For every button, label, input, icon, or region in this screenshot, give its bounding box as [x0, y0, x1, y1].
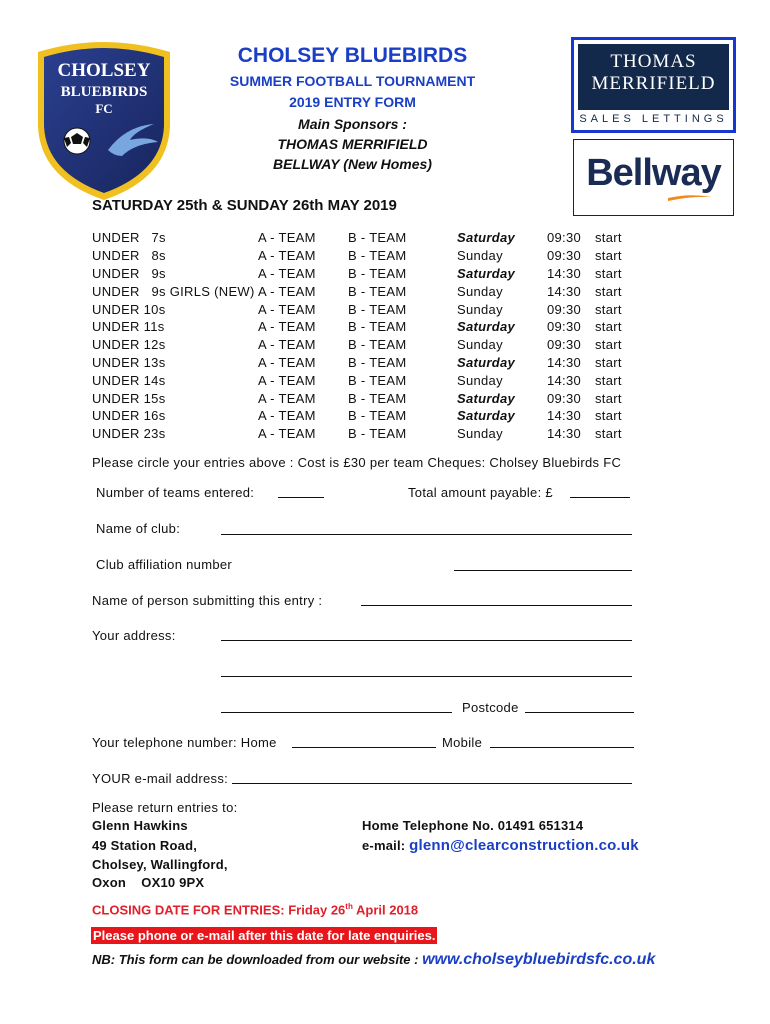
teams-entered-label: Number of teams entered:	[96, 485, 255, 500]
entry-start: start	[595, 354, 622, 370]
entry-age-group: UNDER 9s	[92, 265, 166, 281]
tournament-title: CHOLSEY BLUEBIRDS	[237, 44, 468, 67]
sponsors-label: Main Sponsors :	[298, 116, 407, 132]
closing-date	[92, 902, 418, 917]
address-field-line1[interactable]	[221, 629, 632, 641]
entry-a-team[interactable]: A - TEAM	[258, 390, 316, 406]
affiliation-field[interactable]	[454, 559, 632, 571]
entry-age-group: UNDER 7s	[92, 230, 166, 246]
entry-b-team[interactable]: B - TEAM	[348, 283, 407, 299]
affiliation-label: Club affiliation number	[96, 557, 233, 572]
return-home-phone: Home Telephone No. 01491 651314	[362, 818, 584, 833]
entry-start: start	[595, 283, 622, 299]
entry-row[interactable]	[92, 371, 635, 389]
club-name-label: Name of club:	[96, 521, 181, 536]
entry-a-team[interactable]: A - TEAM	[258, 265, 316, 281]
entry-row[interactable]	[92, 247, 635, 265]
entry-b-team[interactable]: B - TEAM	[348, 390, 407, 406]
address-label: Your address:	[92, 628, 176, 643]
crest-text-1: CHOLSEY	[57, 60, 151, 81]
club-crest-logo	[30, 38, 178, 203]
entry-row[interactable]	[92, 336, 635, 354]
entry-start: start	[595, 390, 622, 406]
entry-age-group: UNDER 15s	[92, 390, 166, 406]
entry-age-group: UNDER 12s	[92, 337, 166, 353]
return-address-line2: Cholsey, Wallingford,	[92, 857, 228, 872]
entry-instructions: Please circle your entries above : Cost is £30 per team Cheques: Cholsey Bluebirds FC	[92, 455, 622, 470]
entry-day: Saturday	[457, 354, 516, 370]
tournament-dates: SATURDAY 25th & SUNDAY 26th MAY 2019	[92, 197, 397, 214]
entry-b-team[interactable]: B - TEAM	[348, 337, 407, 353]
total-payable-field[interactable]	[570, 486, 630, 498]
entry-a-team[interactable]: A - TEAM	[258, 408, 316, 424]
entry-row[interactable]	[92, 318, 635, 336]
email-field[interactable]	[232, 772, 632, 784]
entry-time: 14:30	[547, 265, 582, 281]
entry-b-team[interactable]: B - TEAM	[348, 230, 407, 246]
teams-entered-field[interactable]	[278, 486, 324, 498]
website-link[interactable]: www.cholseybluebirdsfc.co.uk	[422, 951, 656, 968]
entry-start: start	[595, 230, 622, 246]
entry-age-group: UNDER 23s	[92, 426, 166, 442]
entry-b-team[interactable]: B - TEAM	[348, 319, 407, 335]
entry-a-team[interactable]: A - TEAM	[258, 337, 316, 353]
entry-a-team[interactable]: A - TEAM	[258, 283, 316, 299]
submitter-field[interactable]	[361, 594, 632, 606]
return-intro: Please return entries to:	[92, 800, 238, 815]
entry-time: 09:30	[547, 230, 582, 246]
entry-a-team[interactable]: A - TEAM	[258, 372, 316, 388]
tm-logo-line1: THOMAS	[610, 51, 697, 72]
sponsor-bellway: BELLWAY (New Homes)	[273, 156, 432, 172]
entry-time: 14:30	[547, 354, 582, 370]
crest-text-2: BLUEBIRDS	[60, 84, 148, 100]
entry-start: start	[595, 408, 622, 424]
return-address-line3: Oxon OX10 9PX	[92, 875, 205, 890]
entry-row[interactable]	[92, 229, 635, 247]
entry-start: start	[595, 248, 622, 264]
entry-start: start	[595, 337, 622, 353]
total-payable-label: Total amount payable: £	[408, 485, 553, 500]
entry-time: 14:30	[547, 426, 582, 442]
entry-row[interactable]	[92, 407, 635, 425]
return-name: Glenn Hawkins	[92, 818, 188, 833]
entry-start: start	[595, 319, 622, 335]
bellway-swoosh-icon	[668, 194, 712, 202]
mobile-field[interactable]	[490, 736, 634, 748]
entry-b-team[interactable]: B - TEAM	[348, 301, 407, 317]
entry-start: start	[595, 372, 622, 388]
entry-time: 14:30	[547, 408, 582, 424]
mobile-label: Mobile	[442, 735, 483, 750]
entry-time: 14:30	[547, 283, 582, 299]
closing-date-suffix: th	[345, 902, 353, 911]
bellway-logo	[573, 139, 734, 216]
entry-time: 09:30	[547, 337, 582, 353]
entry-row[interactable]	[92, 300, 635, 318]
entry-age-group: UNDER 11s	[92, 319, 165, 335]
return-email-link[interactable]: glenn@clearconstruction.co.uk	[409, 837, 639, 854]
entry-day: Sunday	[457, 372, 503, 388]
entry-a-team[interactable]: A - TEAM	[258, 248, 316, 264]
entry-a-team[interactable]: A - TEAM	[258, 319, 316, 335]
entry-b-team[interactable]: B - TEAM	[348, 354, 407, 370]
sponsor-thomas-merrifield: THOMAS MERRIFIELD	[277, 136, 428, 152]
address-field-line2[interactable]	[221, 665, 632, 677]
tm-logo-line2: MERRIFIELD	[591, 73, 716, 94]
late-enquiries-notice: Please phone or e-mail after this date for late enquiries.	[93, 928, 436, 943]
entry-age-group: UNDER 16s	[92, 408, 166, 424]
entry-row[interactable]	[92, 265, 635, 283]
postcode-label: Postcode	[462, 700, 519, 715]
entry-row[interactable]	[92, 354, 635, 372]
entry-day: Sunday	[457, 283, 503, 299]
phone-home-field[interactable]	[292, 736, 436, 748]
phone-home-label: Your telephone number: Home	[92, 735, 277, 750]
entry-day: Saturday	[457, 319, 516, 335]
entry-b-team[interactable]: B - TEAM	[348, 248, 407, 264]
entry-row[interactable]	[92, 389, 635, 407]
tournament-subtitle: SUMMER FOOTBALL TOURNAMENT	[229, 73, 476, 89]
entry-day: Sunday	[457, 337, 503, 353]
entry-a-team[interactable]: A - TEAM	[258, 354, 316, 370]
entry-a-team[interactable]: A - TEAM	[258, 230, 316, 246]
form-year-title: 2019 ENTRY FORM	[289, 94, 416, 110]
entry-day: Saturday	[457, 390, 516, 406]
entry-age-group: UNDER 14s	[92, 372, 166, 388]
entry-day: Sunday	[457, 426, 503, 442]
email-label: YOUR e-mail address:	[92, 771, 229, 786]
entry-row[interactable]	[92, 282, 635, 300]
entry-b-team[interactable]: B - TEAM	[348, 408, 407, 424]
entry-day: Sunday	[457, 248, 503, 264]
entry-day: Saturday	[457, 408, 516, 424]
return-address-line1: 49 Station Road,	[92, 838, 198, 853]
thomas-merrifield-logo	[571, 37, 736, 133]
entry-day: Saturday	[457, 230, 516, 246]
address-field-line3[interactable]	[221, 701, 452, 713]
entry-age-group: UNDER 9s GIRLS (NEW)	[92, 283, 255, 299]
entry-a-team[interactable]: A - TEAM	[258, 426, 316, 442]
bellway-logo-text: Bellway	[586, 152, 721, 194]
entry-row[interactable]	[92, 425, 635, 443]
entry-time: 09:30	[547, 248, 582, 264]
entry-b-team[interactable]: B - TEAM	[348, 426, 407, 442]
postcode-field[interactable]	[525, 701, 634, 713]
download-note	[92, 951, 655, 969]
entry-start: start	[595, 301, 622, 317]
entry-start: start	[595, 426, 622, 442]
entry-time: 09:30	[547, 319, 582, 335]
entry-b-team[interactable]: B - TEAM	[348, 265, 407, 281]
submitter-label: Name of person submitting this entry :	[92, 593, 323, 608]
entry-age-group: UNDER 8s	[92, 248, 166, 264]
closing-date-rest: April 2018	[352, 902, 419, 918]
club-name-field[interactable]	[221, 523, 632, 535]
return-email-label: e-mail:	[362, 838, 406, 853]
entries-table	[92, 229, 635, 443]
entry-age-group: UNDER 13s	[92, 354, 166, 370]
closing-date-text: CLOSING DATE FOR ENTRIES: Friday 26	[92, 902, 346, 918]
entry-start: start	[595, 265, 622, 281]
entry-time: 09:30	[547, 301, 582, 317]
crest-text-3: FC	[95, 101, 113, 116]
return-email-row	[362, 837, 639, 854]
entry-a-team[interactable]: A - TEAM	[258, 301, 316, 317]
entry-age-group: UNDER 10s	[92, 301, 166, 317]
tm-logo-tagline: SALES LETTINGS	[579, 113, 728, 125]
download-note-text: NB: This form can be downloaded from our website :	[92, 952, 419, 967]
entry-time: 09:30	[547, 390, 582, 406]
entry-day: Sunday	[457, 301, 503, 317]
entry-b-team[interactable]: B - TEAM	[348, 372, 407, 388]
entry-time: 14:30	[547, 372, 582, 388]
entry-day: Saturday	[457, 265, 516, 281]
